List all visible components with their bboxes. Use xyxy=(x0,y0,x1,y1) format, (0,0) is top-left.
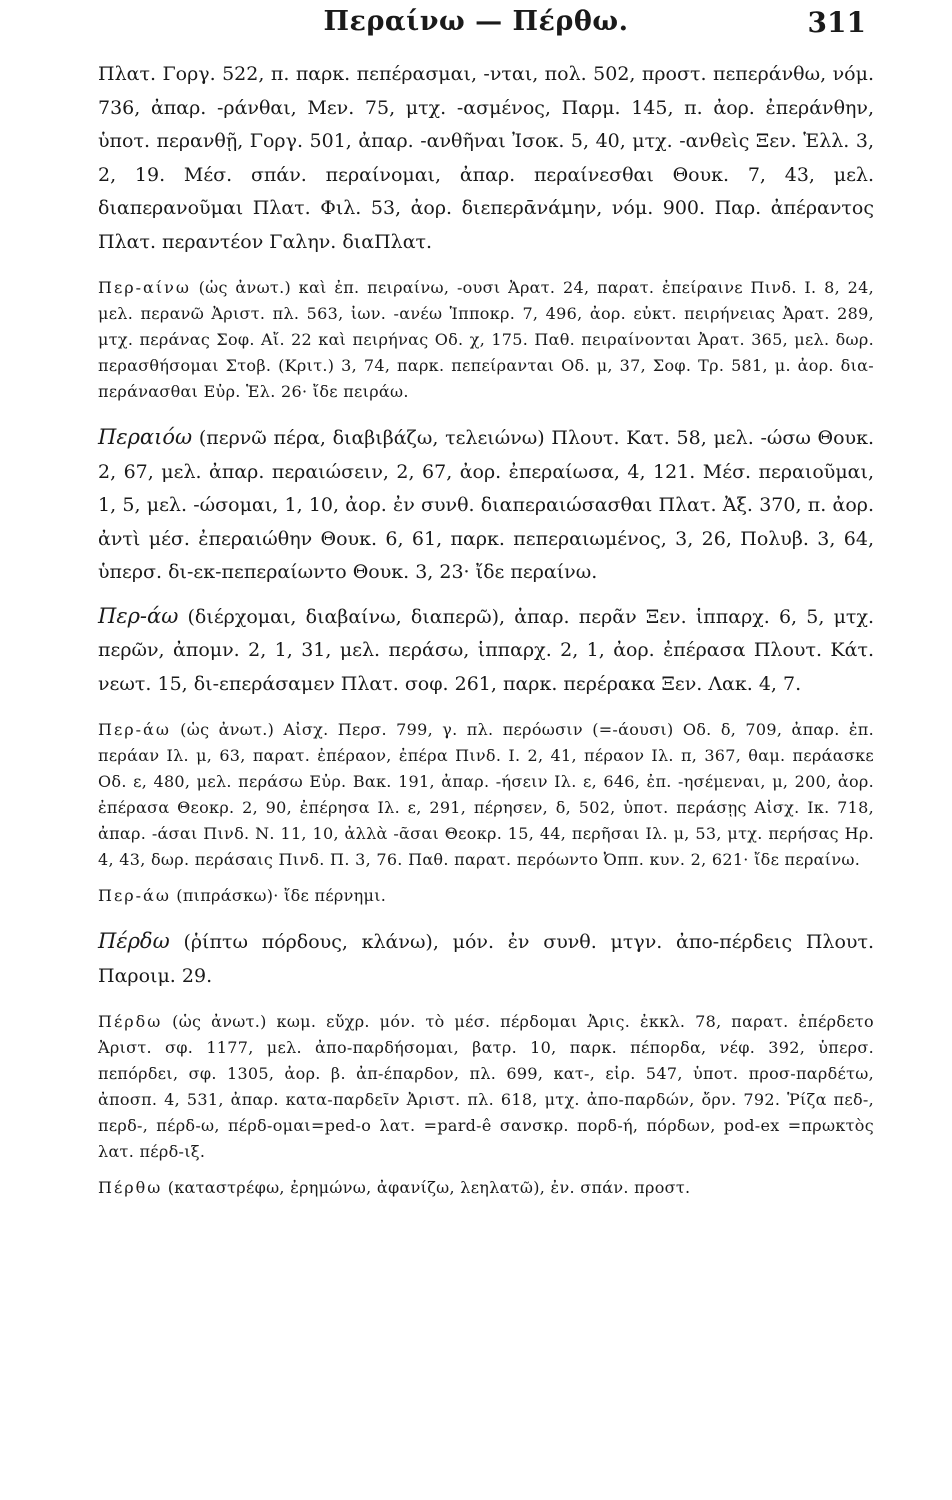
entry-lemma: Περαιόω xyxy=(98,425,193,449)
page-header xyxy=(0,0,952,48)
entry-text: (πιπράσκω)· ἴδε πέρνημι. xyxy=(170,886,387,905)
entry-peraw-sell xyxy=(98,883,874,909)
entry-perdo-comic xyxy=(98,1009,874,1165)
running-title: Περαίνω — Πέρθω. xyxy=(323,6,629,37)
entry-text: (ὡς ἀνωτ.) καὶ ἐπ. πειραίνω, -ουσι Ἀρατ. 24, παρατ. ἐπείραινε Πινδ. Ι. 8, 24, μελ. περανῶ Ἀριστ. πλ. 563, ἰων. -ανέω Ἱπποκρ. 7, 496, ἀορ. εὐκτ. πειρήνειας Ἀρατ. 289, μτχ. περάνας Σοφ. Αἴ. 22 καὶ πειρήνας Οδ. χ, 175. Παθ. πειραίνονται Ἀρατ. 365, μελ. δωρ. περασθήσομαι Στοβ. (Κριτ.) 3, 74, παρκ. πεπείρανται Οδ. μ, 37, Σοφ. Τρ. 581, μ. ἀορ. δια-περάνασθαι Εὐρ. Ἑλ. 26· ἴδε πειράω. xyxy=(98,278,874,401)
entry-peraw-epic xyxy=(98,717,874,873)
entry-perdo xyxy=(98,925,874,993)
entry-lemma: Πέρθω xyxy=(98,1178,163,1197)
entry-perainw-epic xyxy=(98,275,874,405)
entry-lemma: Πέρδω xyxy=(98,929,170,953)
entry-lemma: Περ-άω xyxy=(98,603,179,628)
entry-peraioo xyxy=(98,421,874,590)
entry-text: (περνῶ πέρα, διαβιβάζω, τελειώνω) Πλουτ. Κατ. 58, μελ. -ώσω Θουκ. 2, 67, μελ. ἀπαρ. περαιώσειν, 2, 67, ἀορ. ἐπεραίωσα, 4, 121. Μέσ. περαιοῦμαι, 1, 5, μελ. -ώσομαι, 1, 10, ἀορ. ἐν συνθ. διαπεραιώσασθαι Πλατ. Ἀξ. 370, π. ἀορ. ἀντὶ μέσ. ἐπεραιώθην Θουκ. 6, 61, παρκ. πεπεραιωμένος, 3, 26, Πολυβ. 3, 64, ὑπερσ. δι-εκ-πεπεραίωντο Θουκ. 3, 23· ἴδε περαίνω. xyxy=(98,427,874,583)
entry-text: (καταστρέφω, ἐρημώνω, ἀφανίζω, λεηλατῶ), ἐν. σπάν. προστ. xyxy=(162,1178,691,1197)
continued-entry xyxy=(98,58,874,259)
entry-peraw-cross xyxy=(98,600,874,702)
page-body xyxy=(98,58,874,1201)
entry-text: (ὡς ἀνωτ.) Αἰσχ. Περσ. 799, γ. πλ. περόωσιν (=-άουσι) Οδ. δ, 709, ἀπαρ. ἐπ. περάαν Ιλ. μ, 63, παρατ. ἐπέραον, ἐπέρα Πινδ. Ι. 2, 41, πέραον Ιλ. π, 367, θαμ. περάασκε Οδ. ε, 480, μελ. περάσω Εὐρ. Βακ. 191, ἀπαρ. -ήσειν Ιλ. ε, 646, ἐπ. -ησέμεναι, μ, 200, ἀορ. ἐπέρασα Θεοκρ. 2, 90, ἐπέρησα Ιλ. ε, 291, πέρησεν, δ, 502, ὑποτ. περάσῃς Αἰσχ. Ικ. 718, ἀπαρ. -άσαι Πινδ. Ν. 11, 10, ἀλλὰ -ᾶσαι Θεοκρ. 15, 44, περῆσαι Ιλ. μ, 53, μτχ. περήσας Ηρ. 4, 43, δωρ. περάσαις Πινδ. Π. 3, 76. Παθ. παρατ. περόωντο Ὀππ. κυν. 2, 621· ἴδε περαίνω. xyxy=(98,720,874,869)
entry-text: Πλατ. Γοργ. 522, π. παρκ. πεπέρασμαι, -νται, πολ. 502, προστ. πεπεράνθω, νόμ. 736, ἀπαρ. -ράνθαι, Μεν. 75, μτχ. -ασμένος, Παρμ. 145, π. ἀορ. ἐπεράνθην, ὑποτ. περανθῇ, Γοργ. 501, ἀπαρ. -ανθῆναι Ἰσοκ. 5, 40, μτχ. -ανθεὶς Ξεν. Ἑλλ. 3, 2, 19. Μέσ. σπάν. περαίνομαι, ἀπαρ. περαίνεσθαι Θουκ. 7, 43, μελ. διαπερανοῦμαι Πλατ. Φιλ. 53, ἀορ. διεπερᾱνάμην, νόμ. 900. Παρ. ἀπέραντος Πλατ. περαντέον Γαλην. διαΠλατ. xyxy=(98,63,874,253)
entry-lemma: Πέρδω xyxy=(98,1012,163,1031)
entry-lemma: Περ-αίνω xyxy=(98,278,191,297)
entry-text: (ῥίπτω πόρδους, κλάνω), μόν. ἐν συνθ. μτγν. ἀπο-πέρδεις Πλουτ. Παροιμ. 29. xyxy=(98,931,874,987)
entry-lemma: Περ-άω xyxy=(98,886,171,905)
entry-text: (ὡς ἀνωτ.) κωμ. εὔχρ. μόν. τὸ μέσ. πέρδομαι Ἀρις. ἐκκλ. 78, παρατ. ἐπέρδετο Ἀριστ. σφ. 1177, μελ. ἀπο-παρδήσομαι, βατρ. 10, παρκ. πέπορδα, νέφ. 392, ὑπερσ. πεπόρδει, σφ. 1305, ἀορ. β. ἀπ-έπαρδον, πλ. 699, κατ-, εἰρ. 547, ὑποτ. προσ-παρδέτω, ἀποσπ. 4, 531, ἀπαρ. κατα-παρδεῖν Ἀριστ. πλ. 618, μτχ. ἀπο-παρδών, ὄρν. 792. Ῥίζα πεδ-, περδ-, πέρδ-ω, πέρδ-ομαι=ped-o λατ. =pard-ê σανσκρ. πορδ-ή, πόρδων, pod-ex =πρωκτὸς λατ. πέρδ-ιξ. xyxy=(98,1012,874,1161)
entry-lemma: Περ-άω xyxy=(98,720,171,739)
entry-text: (διέρχομαι, διαβαίνω, διαπερῶ), ἀπαρ. περᾶν Ξεν. ἱππαρχ. 6, 5, μτχ. περῶν, ἀπομν. 2, 1, 31, μελ. περάσω, ἱππαρχ. 2, 1, ἀορ. ἐπέρασα Πλουτ. Κάτ. νεωτ. 15, δι-επεράσαμεν Πλατ. σοφ. 261, παρκ. περέρακα Ξεν. Λακ. 4, 7. xyxy=(98,605,874,695)
page-number: 311 xyxy=(807,6,866,39)
entry-pertho xyxy=(98,1175,874,1201)
